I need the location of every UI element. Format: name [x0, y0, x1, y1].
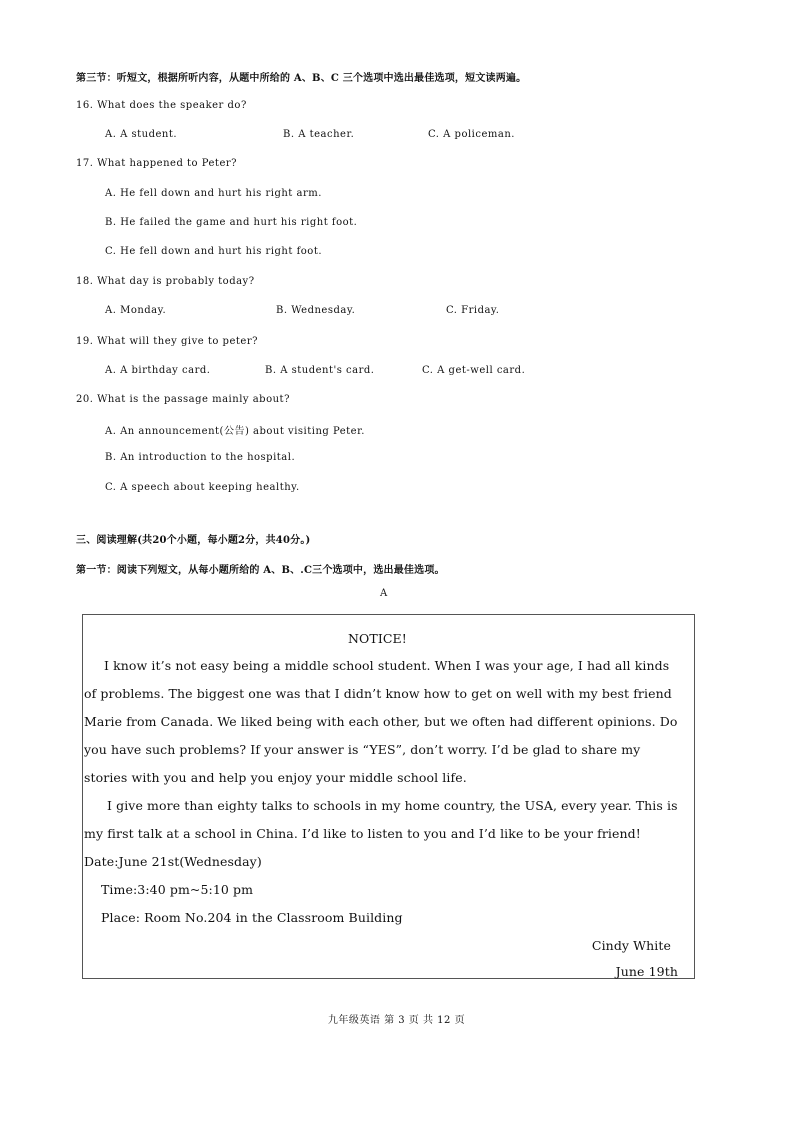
option-17b: B. He failed the game and hurt his right foot. [105, 217, 358, 228]
option-19c: C. A get-well card. [422, 365, 526, 376]
option-18c: C. Friday. [446, 305, 500, 316]
option-18b: B. Wednesday. [276, 305, 356, 316]
notice-line: of problems. The biggest one was that I didn’t know how to get on well with my best friend [84, 686, 672, 701]
reading-heading: 三、阅读理解(共20个小题，每小题2分，共40分。) [76, 535, 311, 546]
option-19b: B. A student's card. [265, 365, 375, 376]
notice-line: my first talk at a school in China. I’d like to listen to you and I’d like to be your friend! [84, 826, 641, 841]
option-20b: B. An introduction to the hospital. [105, 452, 296, 463]
notice-time: Time:3:40 pm~5:10 pm [101, 882, 254, 897]
option-16a: A. A student. [105, 129, 178, 140]
question-20: 20. What is the passage mainly about? [76, 394, 290, 405]
question-19: 19. What will they give to peter? [76, 336, 258, 347]
reading-section-instruction: 第一节：阅读下列短文，从每小题所给的 A、B、.C三个选项中，选出最佳选项。 [76, 565, 445, 576]
notice-line: I know it’s not easy being a middle school student. When I was your age, I had all kinds [104, 658, 670, 673]
option-20a: A. An announcement(公告) about visiting Peter. [105, 426, 365, 437]
option-17a: A. He fell down and hurt his right arm. [105, 188, 322, 199]
question-17: 17. What happened to Peter? [76, 158, 238, 169]
passage-label: A [380, 588, 388, 599]
section-heading: 第三节：听短文，根据所听内容，从题中所给的 A、B、C 三个选项中选出最佳选项，短文读两遍。 [76, 73, 527, 84]
option-16c: C. A policeman. [428, 129, 515, 140]
option-16b: B. A teacher. [283, 129, 355, 140]
notice-line: Marie from Canada. We liked being with each other, but we often had different opinions. Do [84, 714, 678, 729]
page-footer: 九年级英语 第 3 页 共 12 页 [327, 1015, 466, 1026]
option-18a: A. Monday. [105, 305, 167, 316]
notice-box [82, 614, 695, 979]
notice-line: I give more than eighty talks to schools in my home country, the USA, every year. This is [107, 798, 678, 813]
option-20c: C. A speech about keeping healthy. [105, 482, 300, 493]
option-17c: C. He fell down and hurt his right foot. [105, 246, 323, 257]
question-16: 16. What does the speaker do? [76, 100, 247, 111]
notice-place: Place: Room No.204 in the Classroom Building [101, 910, 403, 925]
notice-date: Date:June 21st(Wednesday) [84, 854, 262, 869]
notice-line: stories with you and help you enjoy your middle school life. [84, 770, 467, 785]
question-18: 18. What day is probably today? [76, 276, 255, 287]
notice-sign-date: June 19th [615, 964, 678, 979]
option-19a: A. A birthday card. [105, 365, 211, 376]
notice-line: you have such problems? If your answer is “YES”, don’t worry. I’d be glad to share my [84, 742, 641, 757]
notice-signature: Cindy White [591, 938, 671, 953]
notice-title: NOTICE! [348, 631, 407, 646]
